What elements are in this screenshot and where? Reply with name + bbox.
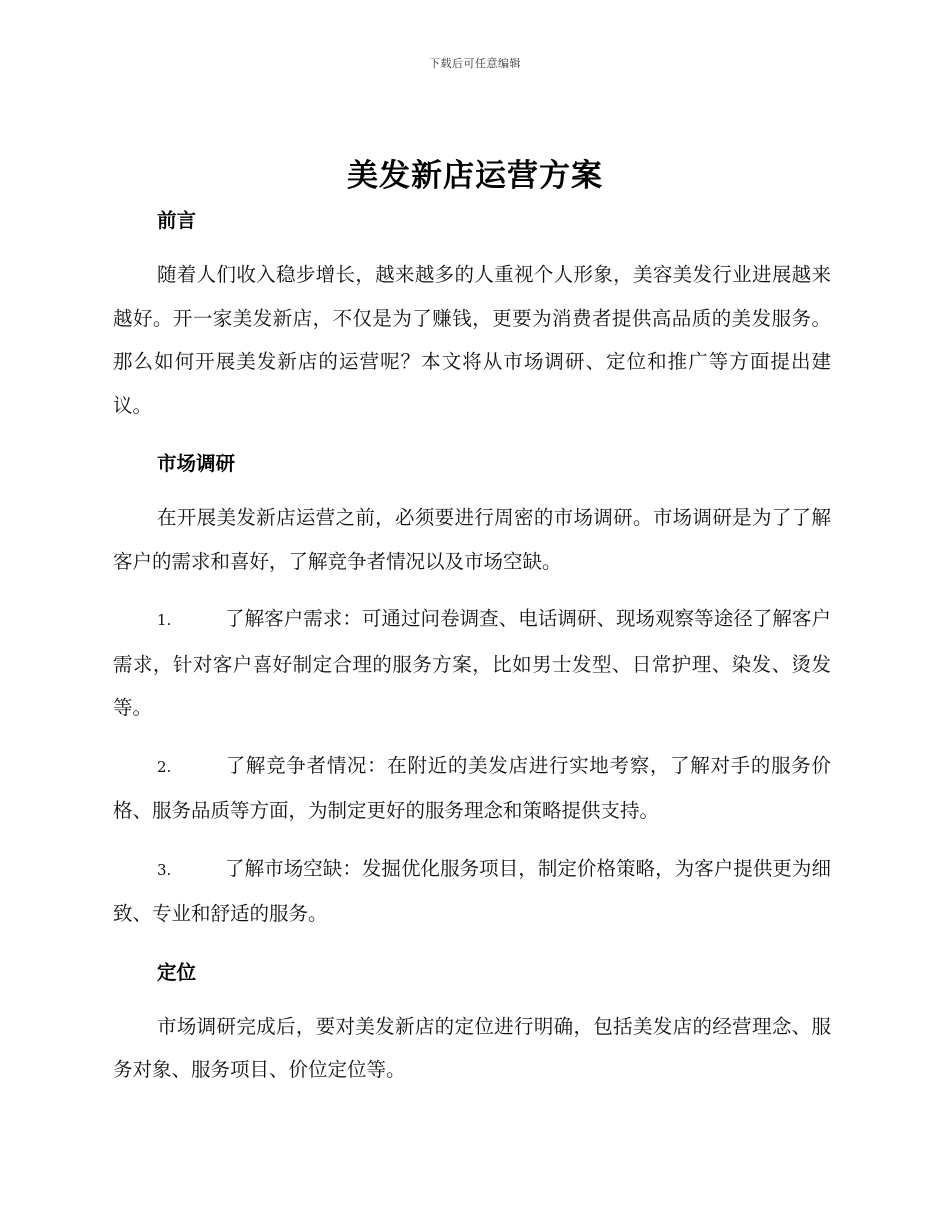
list-item — [113, 597, 831, 730]
header-note: 下载后可任意编辑 — [429, 57, 521, 70]
document-title: 美发新店运营方案 — [347, 158, 603, 194]
section-heading: 市场调研 — [157, 452, 236, 475]
section-heading: 定位 — [157, 960, 197, 984]
list-text: 了解竞争者情况：在附近的美发店进行实地考察，了解对手的服务价格、服务品质等方面，为制定更好的服务理念和策略提供支持。 — [113, 753, 831, 822]
list-text: 了解市场空缺：发掘优化服务项目，制定价格策略，为客户提供更为细致、专业和舒适的服务。 — [113, 856, 831, 925]
paragraph: 在开展美发新店运营之前，必须要进行周密的市场调研。市场调研是为了了解客户的需求和喜好，了解竞争者情况以及市场空缺。 — [113, 506, 831, 573]
paragraph: 随着人们收入稳步增长，越来越多的人重视个人形象，美容美发行业进展越来越好。开一家美发新店，不仅是为了赚钱，更要为消费者提供高品质的美发服务。那么如何开展美发新店的运营呢？本文将从市场调研、定位和推广等方面提出建议。 — [113, 263, 831, 417]
section-heading: 前言 — [157, 209, 197, 232]
paragraph: 市场调研完成后，要对美发新店的定位进行明确，包括美发店的经营理念、服务对象、服务项目、价位定位等。 — [113, 1014, 831, 1081]
list-text: 了解客户需求：可通过问卷调查、电话调研、现场观察等途径了解客户需求，针对客户喜好制定合理的服务方案，比如男士发型、日常护理、染发、烫发等。 — [113, 607, 831, 719]
list-number: 1. — [157, 611, 172, 629]
list-item — [113, 744, 831, 833]
list-number: 2. — [157, 757, 172, 776]
document-body — [113, 205, 831, 1092]
list-number: 3. — [157, 860, 172, 879]
list-item — [113, 847, 831, 936]
section-positioning — [113, 957, 831, 1092]
section-market-research — [113, 448, 831, 936]
section-preface — [113, 205, 831, 427]
